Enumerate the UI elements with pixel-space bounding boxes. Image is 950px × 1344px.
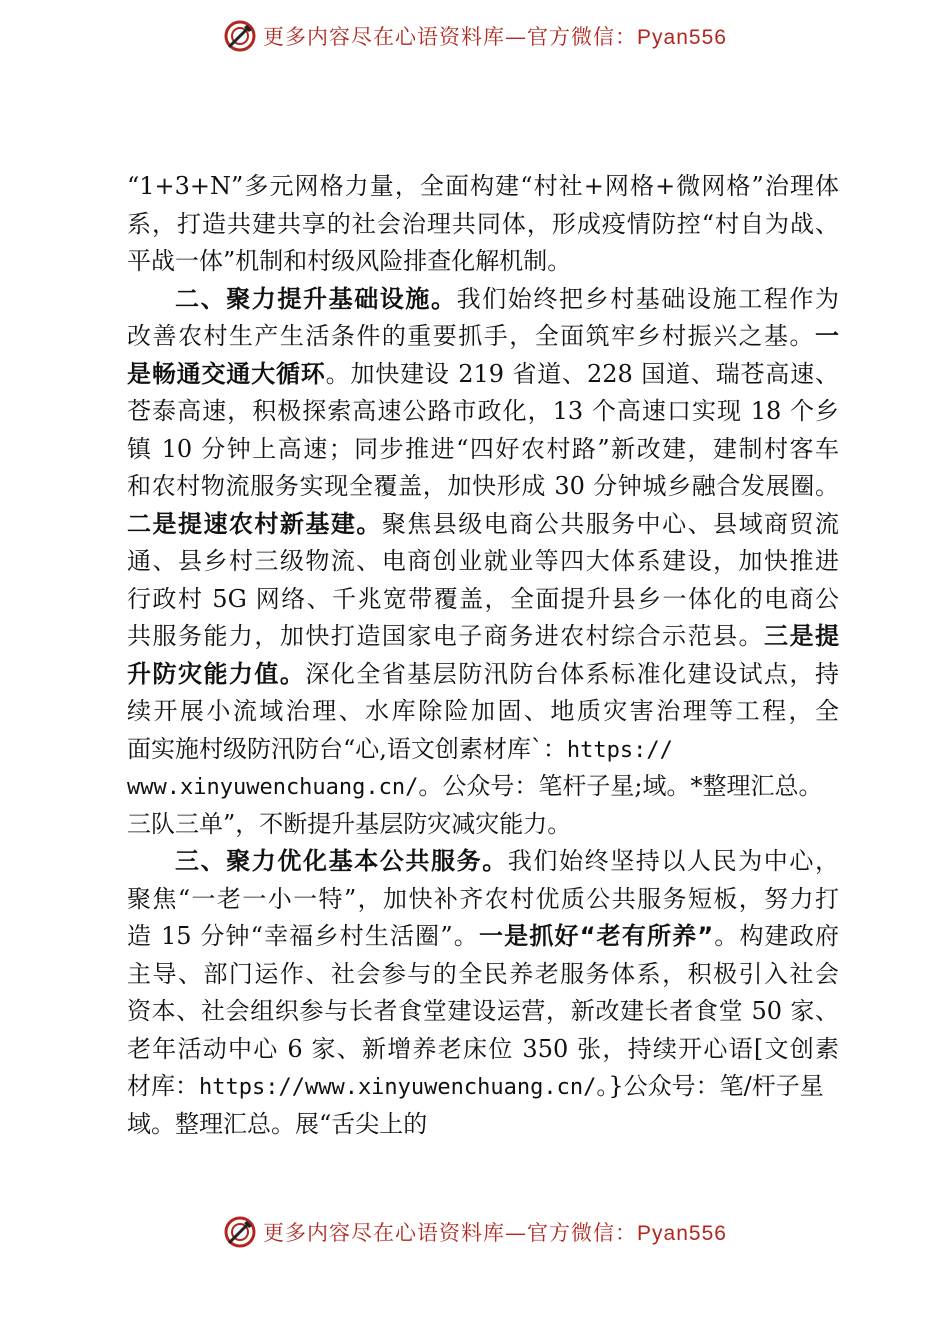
text-line: 材库：https://www.xinyuwenchuang.cn/。}公众号：笔/杆子星 — [127, 1072, 824, 1100]
text-line: 主导、部门运作、社会参与的全民养老服务体系，积极引入社会 — [127, 959, 839, 988]
document-body — [127, 168, 839, 1143]
text-line: 苍泰高速，积极探索高速公路市政化，13 个高速口实现 18 个乡 — [127, 397, 839, 425]
text-line: 和农村物流服务实现全覆盖，加快形成 30 分钟城乡融合发展圈。 — [127, 472, 839, 500]
text-line: 续开展小流域治理、水库除险加固、地质灾害治理等工程，全 — [127, 697, 839, 725]
footer-watermark — [0, 1212, 950, 1252]
text-line: 域。整理汇总。展“舌尖上的 — [127, 1109, 428, 1138]
text-line: “1+3+N”多元网格力量，全面构建“村社+网格+微网格”治理体 — [127, 172, 839, 200]
text-line: 三队三单”，不断提升基层防灾减灾能力。 — [127, 809, 572, 838]
text-line: 系，打造共建共享的社会治理共同体，形成疫情防控“村自为战、 — [127, 209, 839, 238]
seal-logo-icon — [223, 1215, 257, 1249]
section-heading: 二、聚力提升基础设施。 — [175, 284, 457, 313]
text-line: 平战一体”机制和村级风险排查化解机制。 — [127, 247, 572, 275]
text-line: 行政村 5G 网络、千兆宽带覆盖，全面提升县乡一体化的电商公 — [127, 584, 839, 613]
text-line: 改善农村生产生活条件的重要抓手，全面筑牢乡村振兴之基。一 — [127, 322, 839, 350]
text-line: 老年活动中心 6 家、新增养老床位 350 张，持续开心语[文创素 — [127, 1034, 839, 1063]
text-line: 聚焦“一老一小一特”，加快补齐农村优质公共服务短板，努力打 — [127, 884, 839, 913]
text-line: 通、县乡村三级物流、电商创业就业等四大体系建设，加快推进 — [127, 547, 839, 575]
footer-watermark-text: 更多内容尽在心语资料库—官方微信：Pyan556 — [263, 1221, 727, 1245]
text-line: 共服务能力，加快打造国家电子商务进农村综合示范县。三是提 — [127, 622, 840, 650]
text-line: 是畅通交通大循环。加快建设 219 省道、228 国道、瑞苍高速、 — [127, 359, 840, 388]
seal-logo-icon — [223, 19, 257, 53]
section-heading: 三、聚力优化基本公共服务。 — [175, 847, 508, 875]
text-line: 资本、社会组织参与长者食堂建设运营，新改建长者食堂 50 家、 — [127, 997, 839, 1025]
header-watermark — [0, 16, 950, 56]
text-line: 升防灾能力值。深化全省基层防汛防台体系标准化建设试点，持 — [127, 659, 840, 688]
text-line: 造 15 分钟“幸福乡村生活圈”。一是抓好“老有所养”。构建政府 — [127, 922, 840, 950]
section-heading-line: 二、聚力提升基础设施。我们始终把乡村基础设施工程作为 — [175, 284, 840, 313]
header-watermark-text: 更多内容尽在心语资料库—官方微信：Pyan556 — [263, 25, 727, 49]
text-line: 镇 10 分钟上高速；同步推进“四好农村路”新改建，建制村客车 — [127, 434, 839, 463]
text-line: 面实施村级防汛防台“心,语文创素材库`：https:// — [127, 734, 673, 763]
text-line: 二是提速农村新基建。聚焦县级电商公共服务中心、县域商贸流 — [127, 509, 840, 538]
section-heading-line: 三、聚力优化基本公共服务。我们始终坚持以人民为中心， — [175, 847, 840, 875]
text-line: www.xinyuwenchuang.cn/。公众号：笔杆子星;域。*整理汇总。 — [127, 772, 823, 800]
